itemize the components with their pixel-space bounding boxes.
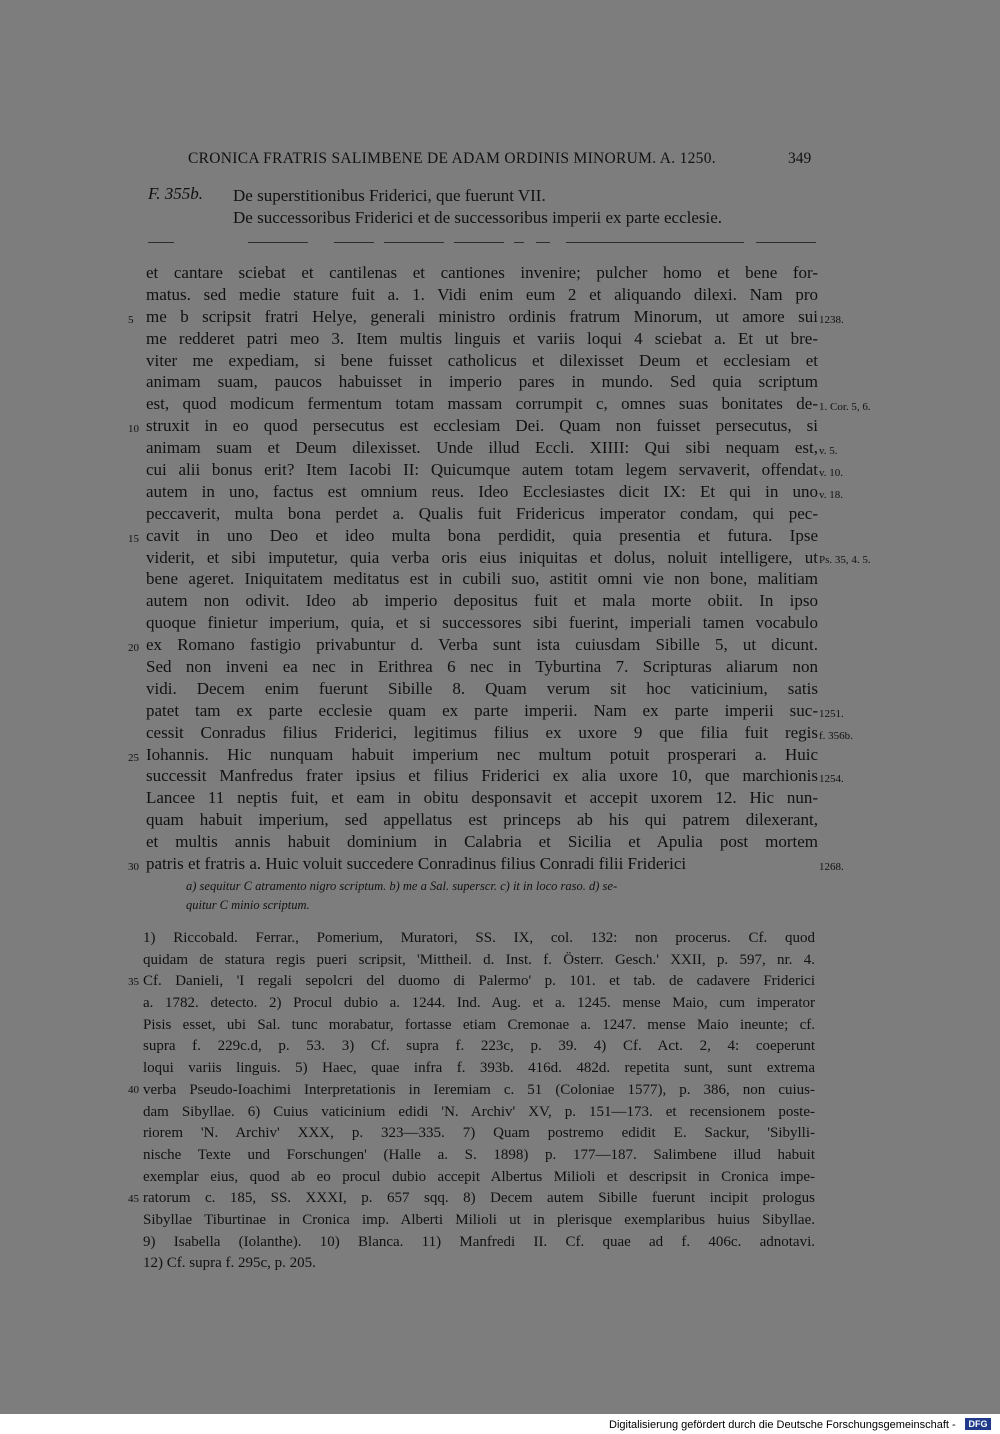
text-line: quam habuit imperium, sed appellatus est princeps ab his qui patrem dilexerant, xyxy=(146,810,818,830)
footnote-line: 12) Cf. supra f. 295c, p. 205. xyxy=(143,1255,316,1272)
text-line: cessit Conradus filius Friderici, legitimus filius ex uxore 9 que filia fuit regis xyxy=(146,722,818,742)
footnote-line: 9) Isabella (Iolanthe). 10) Blanca. 11) Manfredi II. Cf. quae ad f. 406c. adnotavi. xyxy=(143,1233,815,1250)
margin-note: v. 10. xyxy=(819,467,844,479)
footnotes xyxy=(143,928,815,1275)
text-line: matus. sed medie stature fuit a. 1. Vidi enim eum 2 et aliquando dilexi. Nam pro xyxy=(146,284,818,304)
footnote-line: verba Pseudo-Ioachimi Interpretationis in Ieremiam c. 51 (Coloniae 1577), p. 386, non cuius- xyxy=(143,1081,815,1098)
chapter-heading-1: De superstitionibus Friderici, que fuerunt VII. xyxy=(233,186,546,205)
margin-note: v. 5. xyxy=(819,445,838,457)
text-line: Sed non inveni ea nec in Erithrea 6 nec in Tyburtina 7. Scripturas aliarum non xyxy=(146,657,818,677)
running-header xyxy=(0,150,1000,170)
line-number: 45 xyxy=(128,1193,139,1205)
margin-note: 1254. xyxy=(819,773,844,785)
text-line: successit Manfredus frater ipsius et filius Friderici ex alia uxore 10, que marchionis xyxy=(146,766,818,786)
footnote-line: riorem 'N. Archiv' XXX, p. 323—335. 7) Quam postremo edidit E. Sackur, 'Sibylli- xyxy=(143,1125,815,1142)
footnote-line: nische Texte und Forschungen' (Halle a. S. 1898) p. 177—187. Salimbene illud habuit xyxy=(143,1146,815,1163)
footnote-line: Pisis esset, ubi Sal. tunc morabatur, fortasse etiam Cremonae a. 1247. mense Maio ineunte; cf. xyxy=(143,1016,815,1033)
footnote-line: 1) Riccobald. Ferrar., Pomerium, Muratori, SS. IX, col. 132: non procerus. Cf. quod xyxy=(143,930,815,946)
text-line: Iohannis. Hic nunquam habuit imperium nec multum potuit prosperari a. Huic xyxy=(146,744,818,764)
footnote-line: quidam de statura regis pueri scripsit, 'Mittheil. d. Inst. f. Österr. Gesch.' XXII, p. 597, nr. 4. xyxy=(143,951,815,968)
variant-readings xyxy=(186,877,816,915)
chapter-heading-2: De successoribus Friderici et de successoribus imperii ex parte ecclesie. xyxy=(233,208,723,227)
line-number: 20 xyxy=(128,642,139,654)
text-line: animam suam, paucos habuisset in imperio pares in mundo. Sed quia scriptum xyxy=(146,372,818,392)
page-number: 349 xyxy=(788,150,812,167)
text-line: me redderet patri meo 3. Item multis linguis et variis loqui 4 sciebat a. Et ut bre- xyxy=(146,328,818,348)
text-line: bene ageret. Iniquitatem meditatus est in cubili suo, astitit omni vie non bone, malitiam xyxy=(146,569,818,589)
text-line: vidi. Decem enim fuerunt Sibille 8. Quam verum sit hoc vaticinium, satis xyxy=(146,678,818,698)
footnote-line: exemplar eius, quod ab eo procul dubio accepit Albertus Milioli et descripsit in Cronica impe- xyxy=(143,1168,815,1185)
digitization-credit: Digitalisierung gefördert durch die Deutsche Forschungsgemeinschaft - xyxy=(609,1419,956,1431)
margin-note: v. 18. xyxy=(819,489,844,501)
line-number: 35 xyxy=(128,976,139,988)
footnote-line: a. 1782. detecto. 2) Procul dubio a. 1244. Ind. Aug. et a. 1245. mense Maio, cum imperator xyxy=(143,995,815,1012)
text-line: patet tam ex parte ecclesie quam ex parte imperii. Nam ex parte imperii suc- xyxy=(146,700,818,720)
margin-note: 1. Cor. 5, 6. xyxy=(819,401,871,413)
dfg-logo: DFG xyxy=(965,1418,991,1430)
margin-note: 1238. xyxy=(819,314,844,326)
text-line: me b scripsit fratri Helye, generali ministro ordinis fratrum Minorum, ut amore sui xyxy=(146,306,818,326)
text-line: autem in uno, factus est omnium reus. Ideo Ecclesiastes dicit IX: Et qui in uno xyxy=(146,481,818,501)
text-line: peccaverit, multa bona perdet a. Qualis fuit Fridericus imperator condam, qui pec- xyxy=(146,503,818,523)
line-number: 40 xyxy=(128,1084,139,1096)
running-title: CRONICA FRATRIS SALIMBENE DE ADAM ORDINIS MINORUM. A. 1250. xyxy=(188,150,716,167)
line-number: 10 xyxy=(128,423,139,435)
text-line: est, quod modicum fermentum totam massam corrumpit c, omnes suas bonitates de- xyxy=(146,394,818,414)
margin-note: Ps. 35, 4. 5. xyxy=(819,554,871,566)
heading-divider xyxy=(148,240,816,246)
text-line: et multis annis habuit dominium in Calabria et Sicilia et Apulia post mortem xyxy=(146,832,818,852)
text-line: patris et fratris a. Huic voluit succedere Conradinus filius Conradi filii Friderici xyxy=(146,854,687,874)
variant-line: a) sequitur C atramento nigro scriptum. b) me a Sal. superscr. c) it in loco raso. d) se- xyxy=(186,879,618,893)
text-line: quoque finietur imperium, quia, et si successores sibi fuerint, imperiali tamen vocabulo xyxy=(146,613,818,633)
footnote-line: supra f. 229c.d, p. 53. 3) Cf. supra f. 223c, p. 39. 4) Cf. Act. 2, 4: coeperunt xyxy=(143,1038,815,1055)
line-number: 25 xyxy=(128,752,139,764)
text-line: Lancee 11 neptis fuit, et eam in obitu desponsavit et accepit uxorem 12. Hic nun- xyxy=(146,788,818,808)
footnote-line: loqui variis linguis. 5) Haec, quae infra f. 393b. 416d. 482d. repetita sunt, sunt extrema xyxy=(143,1060,815,1077)
text-line: et cantare sciebat et cantilenas et cantiones invenire; pulcher homo et bene for- xyxy=(146,263,818,282)
footnote-line: ratorum c. 185, SS. XXXI, p. 657 sqq. 8) Decem autem Sibille fuerunt incipit prologus xyxy=(143,1190,815,1207)
variant-line: quitur C minio scriptum. xyxy=(186,898,310,912)
text-line: cavit in uno Deo et ideo multa bona perdidit, quia presentia et futura. Ipse xyxy=(146,525,818,545)
margin-note: 1268. xyxy=(819,861,844,873)
line-number: 5 xyxy=(128,314,134,326)
footnote-line: Sibyllae Tiburtinae in Cronica imp. Alberti Milioli ut in plerisque exemplaribus huius Sibyllae. xyxy=(143,1211,815,1228)
text-line: viderit, et sibi imputetur, quia verba oris eius iniquitas et dolus, noluit intelligere, ut xyxy=(146,547,818,567)
line-number: 15 xyxy=(128,533,139,545)
text-line: viter me expediam, si bene fuisset catholicus et dilexisset Deum et ecclesiam et xyxy=(146,350,818,370)
text-line: cui alii bonus erit? Item Iacobi II: Quicumque autem totam legem servaverit, offendat xyxy=(146,460,818,480)
footnote-line: Cf. Danieli, 'I regali sepolcri del duomo di Palermo' p. 101. et tab. de cadavere Friderici xyxy=(143,973,815,990)
line-number: 30 xyxy=(128,861,139,873)
folio-reference xyxy=(148,184,203,204)
text-line: struxit in eo quod persecutus est ecclesiam Dei. Quam non fuisset persecutus, si xyxy=(146,416,818,436)
margin-note: f. 356b. xyxy=(819,730,853,742)
text-line: animam suam et Deum dilexisset. Unde illud Eccli. XIIII: Qui sibi nequam est, xyxy=(146,438,818,458)
main-text xyxy=(146,262,818,875)
margin-note: 1251. xyxy=(819,708,844,720)
footnote-line: dam Sibyllae. 6) Cuius vaticinium edidi 'N. Archiv' XV, p. 151—173. et recensionem poste- xyxy=(143,1103,815,1120)
text-line: autem non odivit. Ideo ab imperio depositus fuit et mala morte obiit. In ipso xyxy=(146,591,818,611)
folio-label: F. 355b. xyxy=(148,184,203,203)
text-line: ex Romano fastigio privabuntur d. Verba sunt ista cuiusdam Sibille 5, ut dicunt. xyxy=(146,635,818,655)
